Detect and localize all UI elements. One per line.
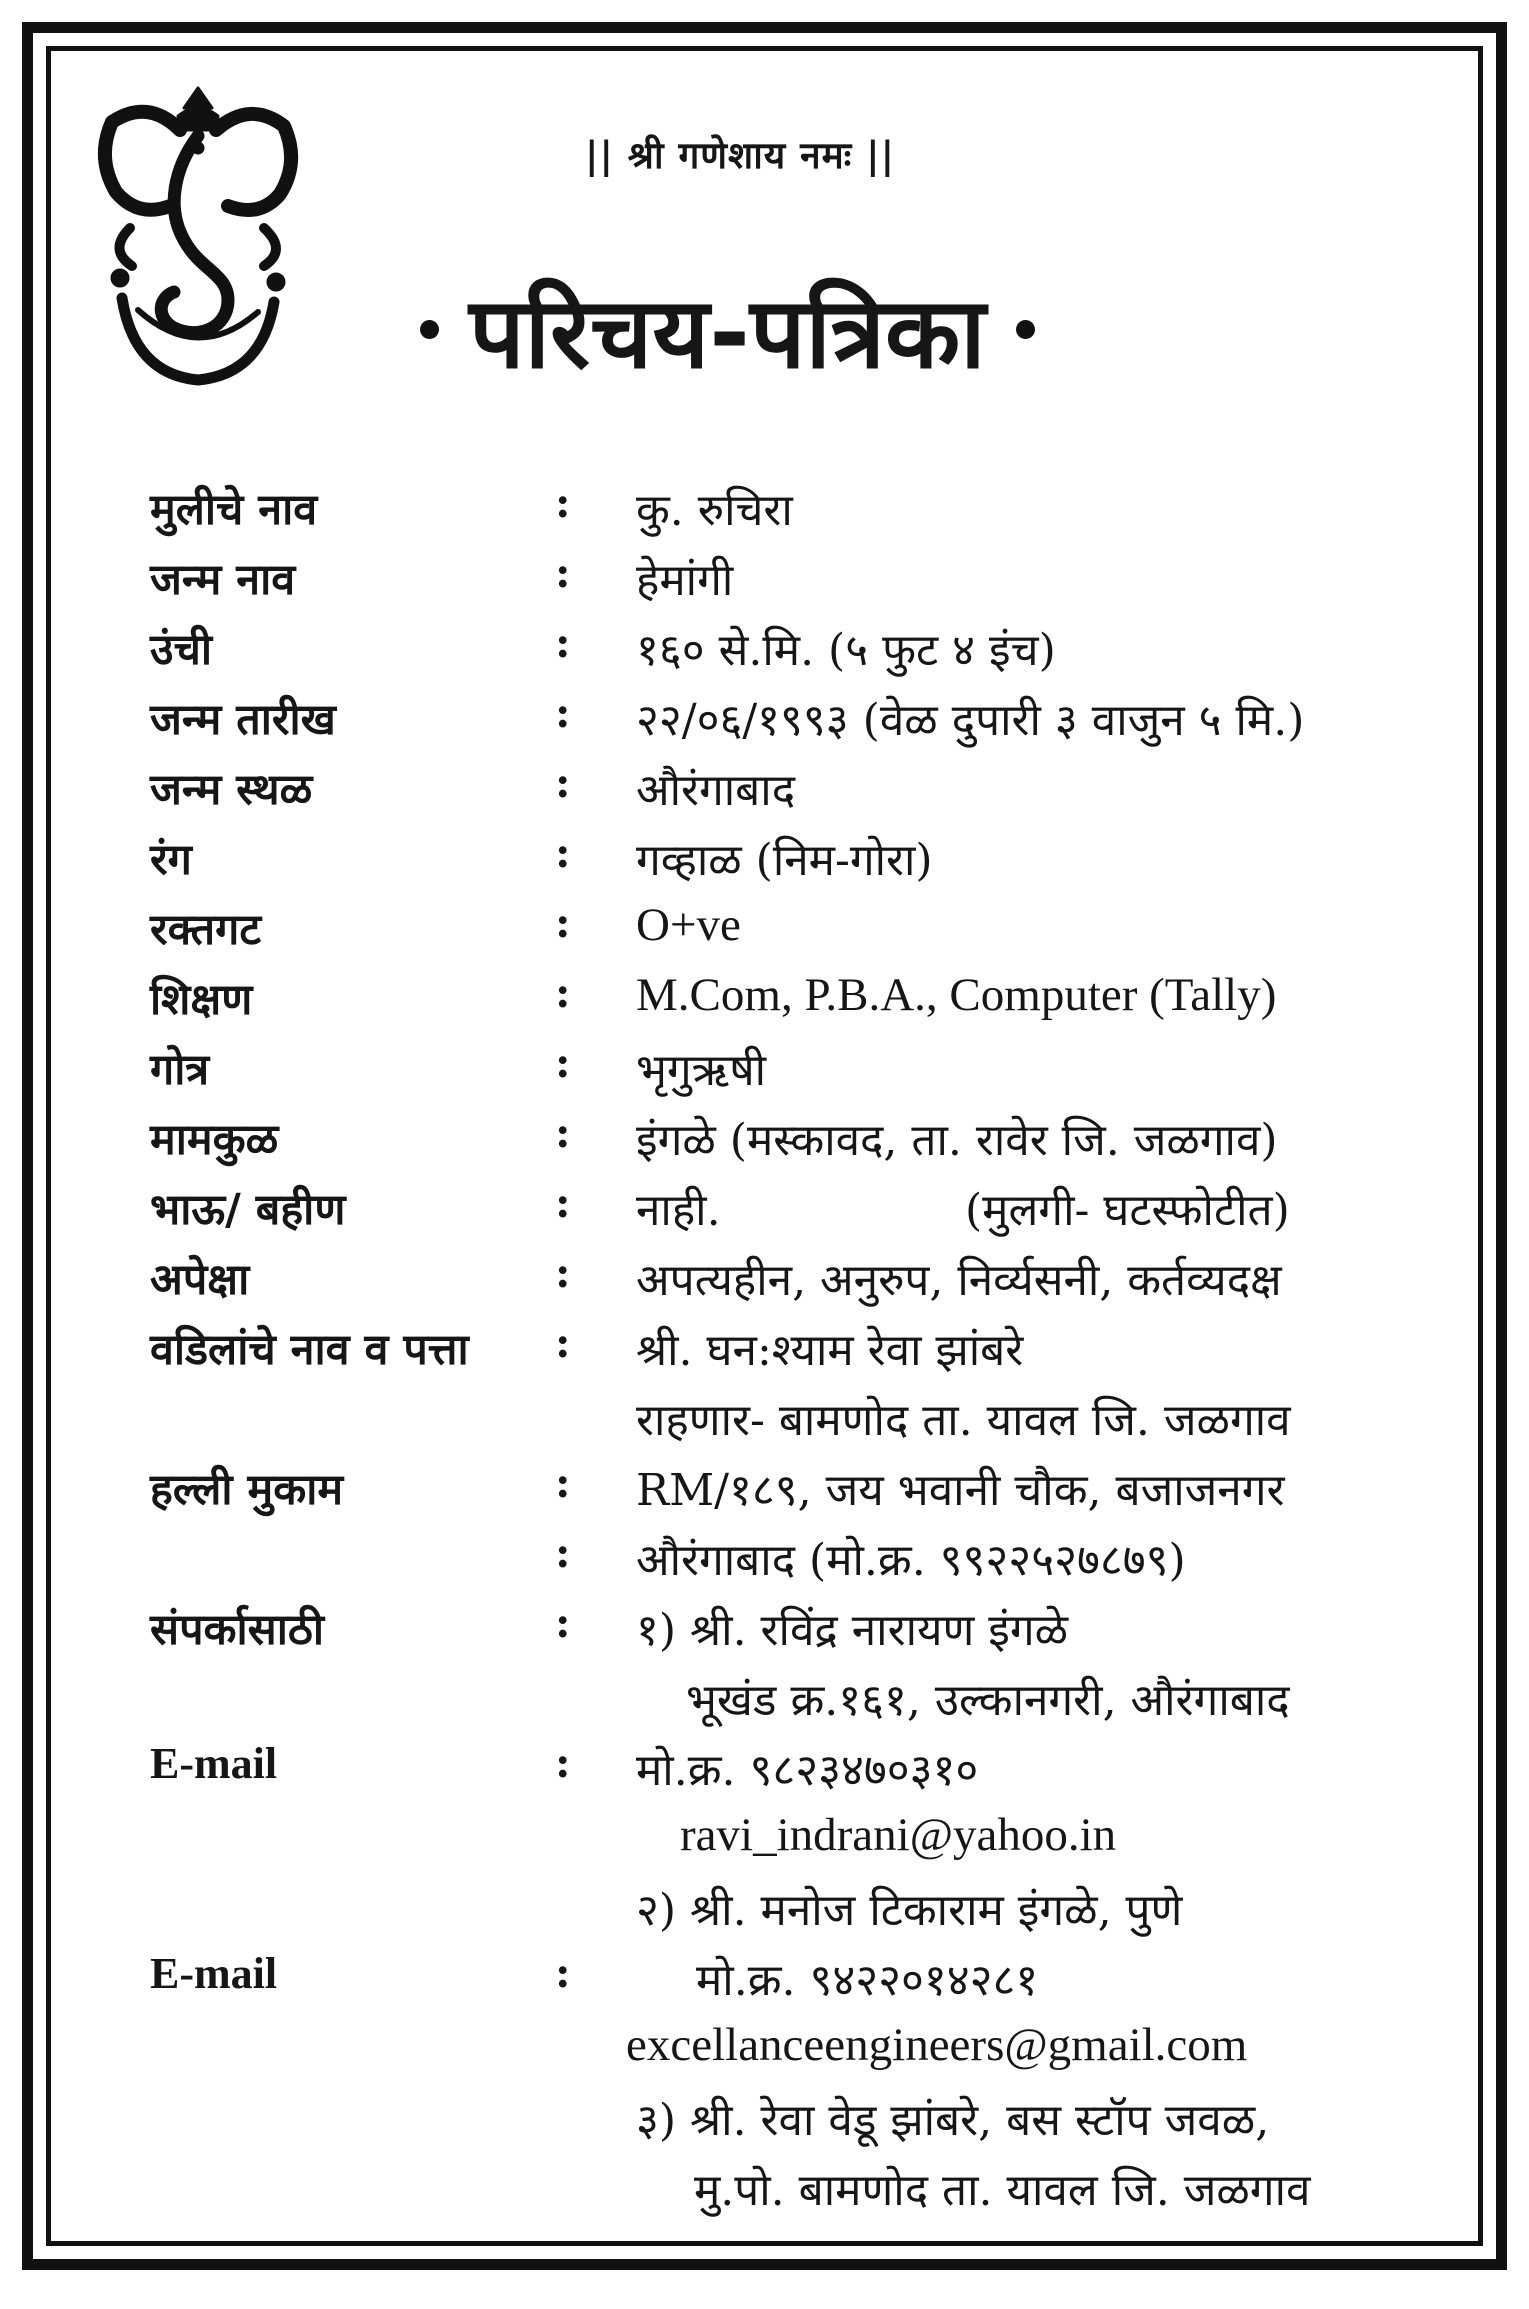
field-row-education [0, 968, 1529, 1032]
field-label: भाऊ/ बहीण [150, 1185, 346, 1235]
field-separator: : [555, 1458, 571, 1507]
field-label: रक्तगट [150, 905, 262, 955]
field-separator: : [555, 618, 571, 667]
field-value: मु.पो. बामणोद ता. यावल जि. जळगाव [694, 2165, 1311, 2216]
field-row-expectations [0, 1248, 1529, 1312]
field-row-height [0, 618, 1529, 682]
field-row-birth-name [0, 548, 1529, 612]
field-label: संपर्कासाठी [150, 1605, 324, 1655]
ganesha-logo [78, 78, 318, 398]
field-value: इंगळे (मस्कावद, ता. रावेर जि. जळगाव) [636, 1115, 1278, 1166]
field-label: मामकुळ [150, 1115, 279, 1165]
field-separator: : [555, 1108, 571, 1157]
field-row-gotra [0, 1038, 1529, 1102]
field-label: उंची [150, 625, 213, 675]
field-value: भृगुऋषी [636, 1045, 767, 1096]
bullet-icon [420, 320, 439, 339]
field-label: जन्म नाव [150, 555, 296, 605]
field-row-maternal-family [0, 1108, 1529, 1172]
field-value: RM/१८९, जय भवानी चौक, बजाजनगर [636, 1465, 1285, 1516]
field-label: मुलीचे नाव [150, 485, 318, 535]
field-value: औरंगाबाद (मो.क्र. ९९२२५२७८७९) [636, 1535, 1186, 1586]
field-value: O+ve [636, 899, 741, 951]
field-value: भूखंड क्र.१६१, उल्कानगरी, औरंगाबाद [686, 1675, 1290, 1726]
field-value: मो.क्र. ९८२३४७०३१० [636, 1745, 979, 1796]
field-separator: : [555, 478, 571, 527]
field-row-siblings [0, 1178, 1529, 1242]
field-separator: : [555, 1528, 571, 1577]
field-row-contact-address [0, 1668, 1529, 1732]
field-separator: : [555, 1318, 571, 1367]
field-separator: : [555, 968, 571, 1017]
field-label: गोत्र [150, 1045, 210, 1095]
field-separator: : [555, 1738, 571, 1787]
field-separator: : [555, 548, 571, 597]
field-separator: : [555, 898, 571, 947]
field-value: M.Com, P.B.A., Computer (Tally) [636, 969, 1277, 1021]
field-value: औरंगाबाद [636, 765, 796, 816]
field-row-email-2-address [0, 2018, 1529, 2082]
email-address: excellanceengineers@gmail.com [626, 2019, 1248, 2071]
field-value: २२/०६/१९९३ (वेळ दुपारी ३ वाजुन ५ मि.) [636, 695, 1305, 746]
email-address: ravi_indrani@yahoo.in [680, 1809, 1117, 1861]
field-note: (मुलगी- घटस्फोटीत) [965, 1185, 1290, 1236]
field-row-father-name [0, 1318, 1529, 1382]
field-row-contact [0, 1598, 1529, 1662]
field-label: हल्ली मुकाम [150, 1465, 344, 1515]
field-row-complexion [0, 828, 1529, 892]
field-separator: : [555, 758, 571, 807]
field-row-birth-place [0, 758, 1529, 822]
field-label: वडिलांचे नाव व पत्ता [150, 1325, 469, 1375]
field-row-email-1 [0, 1738, 1529, 1802]
field-label: अपेक्षा [150, 1255, 250, 1305]
field-value: हेमांगी [636, 555, 734, 606]
field-separator: : [555, 1598, 571, 1647]
field-label: रंग [150, 835, 192, 885]
field-row-current-residence-2 [0, 1528, 1529, 1592]
field-separator: : [555, 1248, 571, 1297]
field-label: शिक्षण [150, 975, 253, 1025]
field-value: २) श्री. मनोज टिकाराम इंगळे, पुणे [636, 1885, 1183, 1936]
field-label: E-mail [150, 1739, 278, 1788]
field-value: ३) श्री. रेवा वेडू झांबरे, बस स्टॉप जवळ, [636, 2095, 1270, 2146]
title-text: परिचय-पत्रिका [469, 277, 986, 391]
field-row-contact-2 [0, 1878, 1529, 1942]
field-row-father-address [0, 1388, 1529, 1452]
field-value: अपत्यहीन, अनुरुप, निर्व्यसनी, कर्तव्यदक्ष [636, 1255, 1282, 1306]
field-value: १६० से.मि. (५ फुट ४ इंच) [636, 625, 1056, 676]
field-row-name [0, 478, 1529, 542]
field-value: गव्हाळ (निम-गोरा) [636, 835, 933, 886]
field-value: कु. रुचिरा [636, 485, 793, 536]
field-separator: : [555, 1948, 571, 1997]
field-value: १) श्री. रविंद्र नारायण इंगळे [636, 1605, 1069, 1656]
field-value: नाही. [636, 1185, 721, 1236]
field-label: जन्म स्थळ [150, 765, 313, 815]
field-separator: : [555, 828, 571, 877]
field-value: श्री. घन:श्याम रेवा झांबरे [636, 1325, 1024, 1376]
field-row-email-2 [0, 1948, 1529, 2012]
invocation-text: || श्री गणेशाय नमः || [585, 133, 896, 177]
bullet-icon [1016, 320, 1035, 339]
field-label: जन्म तारीख [150, 695, 336, 745]
field-row-email-1-address [0, 1808, 1529, 1872]
field-separator: : [555, 1178, 571, 1227]
field-label: E-mail [150, 1949, 278, 1998]
field-row-contact-3-address [0, 2158, 1529, 2222]
field-row-contact-3 [0, 2088, 1529, 2152]
field-value: मो.क्र. ९४२२०१४२८१ [696, 1955, 1039, 2006]
field-separator: : [555, 1038, 571, 1087]
field-value: राहणार- बामणोद ता. यावल जि. जळगाव [636, 1395, 1291, 1446]
field-row-birth-date [0, 688, 1529, 752]
field-row-blood-group [0, 898, 1529, 962]
field-separator: : [555, 688, 571, 737]
field-row-current-residence [0, 1458, 1529, 1522]
page-title [390, 262, 1065, 396]
